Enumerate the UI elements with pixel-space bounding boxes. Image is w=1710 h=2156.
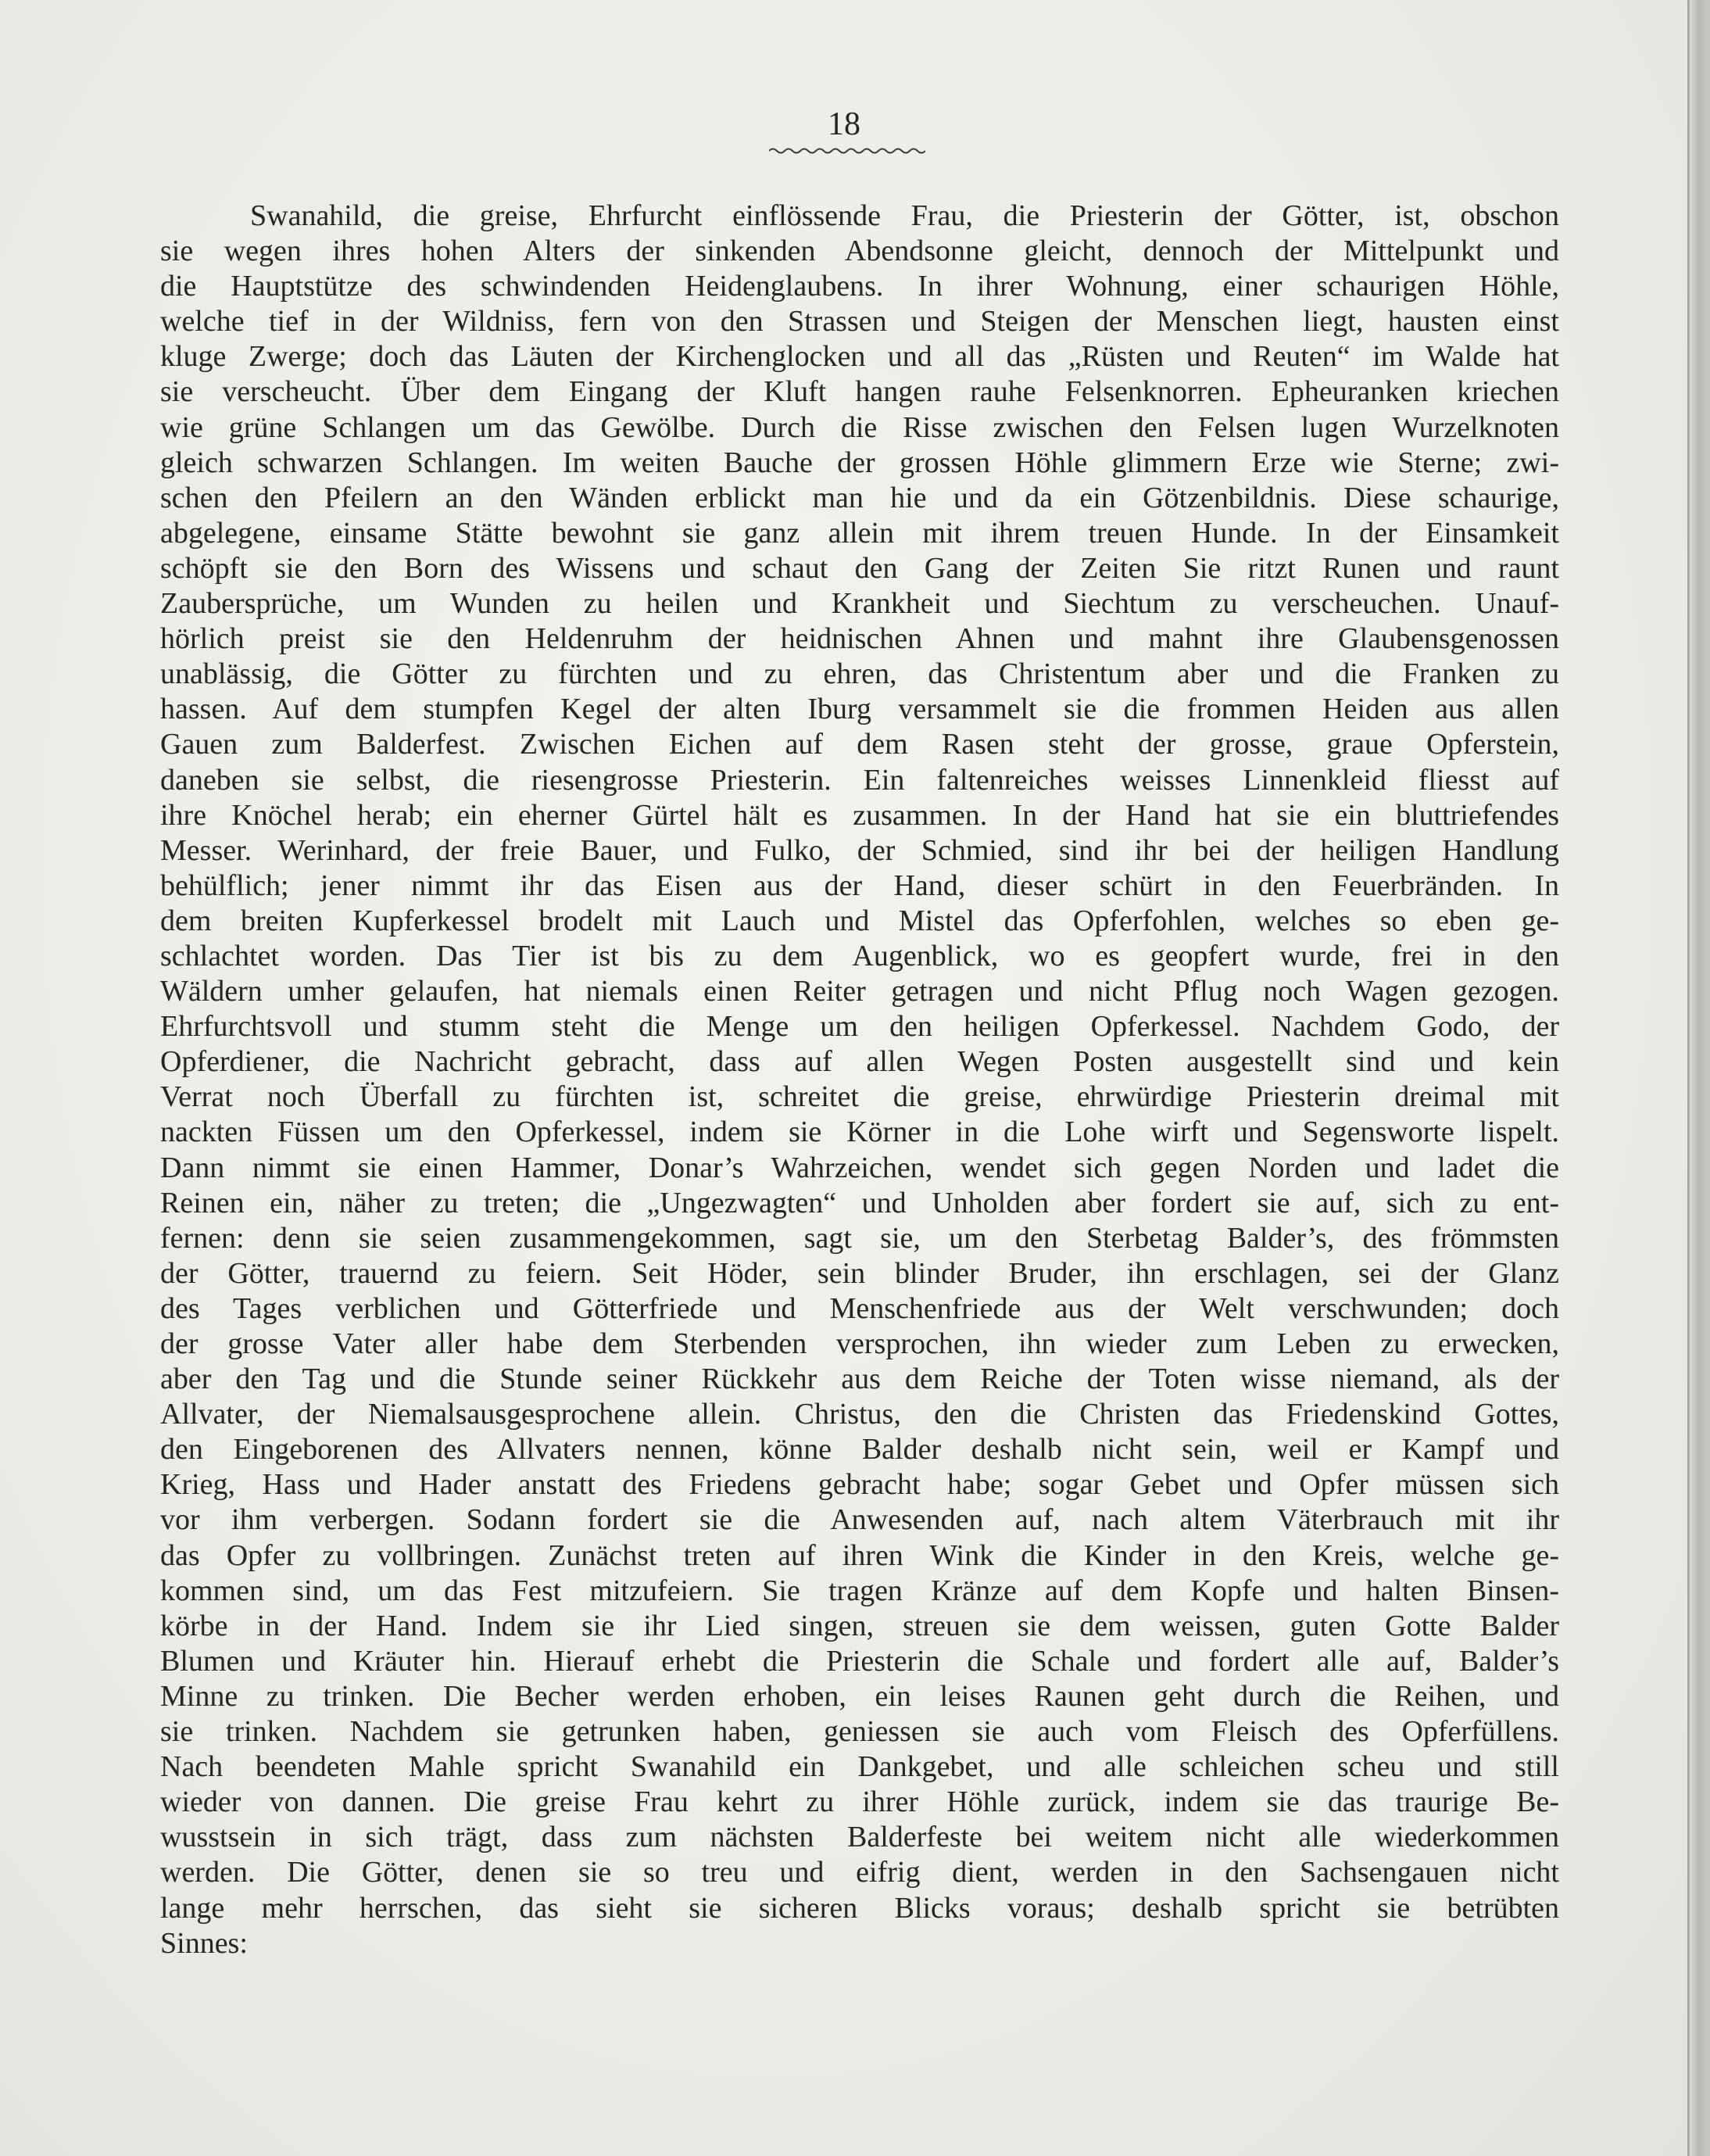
text-line: lange mehr herrschen, das sieht sie sicheren Blicks voraus; deshalb spricht sie betrübten — [160, 1891, 1559, 1925]
text-line: schen den Pfeilern an den Wänden erblickt man hie und da ein Götzenbildnis. Diese schaurige, — [160, 481, 1559, 514]
text-line: hörlich preist sie den Heldenruhm der heidnischen Ahnen und mahnt ihre Glaubensgenossen — [160, 622, 1559, 656]
text-line: sie trinken. Nachdem sie getrunken haben, geniessen sie auch vom Fleisch des Opferfüllens. — [160, 1715, 1559, 1749]
page-binding-edge — [1690, 0, 1710, 2156]
text-line: Zaubersprüche, um Wunden zu heilen und Krankheit und Siechtum zu verscheuchen. Unauf- — [160, 587, 1559, 621]
text-line: fernen: denn sie seien zusammengekommen, sagt sie, um den Sterbetag Balder’s, des frömmsten — [160, 1221, 1559, 1255]
text-line: Blumen und Kräuter hin. Hierauf erhebt die Priesterin die Schale und fordert alle auf, Balder’s — [160, 1644, 1559, 1678]
text-line: Nach beendeten Mahle spricht Swanahild ein Dankgebet, und alle schleichen scheu und still — [160, 1750, 1559, 1784]
text-line: Sinnes: — [160, 1926, 248, 1960]
text-line: werden. Die Götter, denen sie so treu und eifrig dient, werden in den Sachsengauen nicht — [160, 1856, 1559, 1889]
text-line: Verrat noch Überfall zu fürchten ist, schreitet die greise, ehrwürdige Priesterin dreimal mit — [160, 1080, 1559, 1114]
text-line: der grosse Vater aller habe dem Sterbenden versprochen, ihn wieder zum Leben zu erwecken, — [160, 1327, 1559, 1360]
text-line: kommen sind, um das Fest mitzufeiern. Sie tragen Kränze auf dem Kopfe und halten Binsen- — [160, 1574, 1559, 1607]
text-line: abgelegene, einsame Stätte bewohnt sie ganz allein mit ihrem treuen Hunde. In der Einsamkeit — [160, 516, 1559, 550]
text-line: sie verscheucht. Über dem Eingang der Kluft hangen rauhe Felsenknorren. Epheuranken kriechen — [160, 375, 1559, 409]
text-line: Krieg, Hass und Hader anstatt des Friedens gebracht habe; sogar Gebet und Opfer müssen sich — [160, 1468, 1559, 1502]
text-line: der Götter, trauernd zu feiern. Seit Höder, sein blinder Bruder, ihn erschlagen, sei der Glanz — [160, 1256, 1559, 1290]
text-line: aber den Tag und die Stunde seiner Rückkehr aus dem Reiche der Toten wisse niemand, als der — [160, 1363, 1559, 1396]
text-line: körbe in der Hand. Indem sie ihr Lied singen, streuen sie dem weissen, guten Gotte Balder — [160, 1609, 1559, 1642]
text-line: Swanahild, die greise, Ehrfurcht einflössende Frau, die Priesterin der Götter, ist, obschon — [250, 199, 1559, 232]
text-line: daneben sie selbst, die riesengrosse Priesterin. Ein faltenreiches weisses Linnenkleid fliesst auf — [160, 763, 1559, 797]
text-line: Minne zu trinken. Die Becher werden erhoben, ein leises Raunen geht durch die Reihen, und — [160, 1679, 1559, 1713]
text-line: das Opfer zu vollbringen. Zunächst treten auf ihren Wink die Kinder in den Kreis, welche ge- — [160, 1538, 1559, 1572]
text-line: behülflich; jener nimmt ihr das Eisen aus der Hand, dieser schürt in den Feuerbränden. In — [160, 868, 1559, 902]
text-line: Ehrfurchtsvoll und stumm steht die Menge um den heiligen Opferkessel. Nachdem Godo, der — [160, 1010, 1559, 1044]
text-line: des Tages verblichen und Götterfriede und Menschenfriede aus der Welt verschwunden; doch — [160, 1291, 1559, 1325]
text-line: unablässig, die Götter zu fürchten und zu ehren, das Christentum aber und die Franken zu — [160, 657, 1559, 691]
text-line: wusstsein in sich trägt, dass zum nächsten Balderfeste bei weitem nicht alle wiederkommen — [160, 1821, 1559, 1854]
text-line: den Eingeborenen des Allvaters nennen, könne Balder deshalb nicht sein, weil er Kampf und — [160, 1433, 1559, 1467]
text-line: Messer. Werinhard, der freie Bauer, und Fulko, der Schmied, sind ihr bei der heiligen Handlung — [160, 833, 1559, 867]
body-text — [160, 199, 1559, 1961]
text-line: Opferdiener, die Nachricht gebracht, dass auf allen Wegen Posten ausgestellt sind und kein — [160, 1045, 1559, 1079]
text-line: gleich schwarzen Schlangen. Im weiten Bauche der grossen Höhle glimmern Erze wie Sterne; zwi- — [160, 446, 1559, 479]
text-line: vor ihm verbergen. Sodann fordert sie die Anwesenden auf, nach altem Väterbrauch mit ihr — [160, 1503, 1559, 1537]
text-line: schöpft sie den Born des Wissens und schaut den Gang der Zeiten Sie ritzt Runen und raunt — [160, 551, 1559, 585]
text-line: nackten Füssen um den Opferkessel, indem sie Körner in die Lohe wirft und Segensworte lispelt. — [160, 1116, 1559, 1149]
text-line: wieder von dannen. Die greise Frau kehrt zu ihrer Höhle zurück, indem sie das traurige Be- — [160, 1785, 1559, 1819]
text-line: sie wegen ihres hohen Alters der sinkenden Abendsonne gleicht, dennoch der Mittelpunkt und — [160, 235, 1559, 268]
text-line: welche tief in der Wildniss, fern von den Strassen und Steigen der Menschen liegt, hausten einst — [160, 305, 1559, 338]
text-line: Reinen ein, näher zu treten; die „Ungezwagten“ und Unholden aber fordert sie auf, sich zu ent- — [160, 1186, 1559, 1219]
text-line: ihre Knöchel herab; ein eherner Gürtel hält es zusammen. In der Hand hat sie ein bluttriefendes — [160, 798, 1559, 832]
text-line: schlachtet worden. Das Tier ist bis zu dem Augenblick, wo es geopfert wurde, frei in den — [160, 939, 1559, 972]
text-line: Allvater, der Niemalsausgesprochene allein. Christus, den die Christen das Friedenskind Gottes, — [160, 1398, 1559, 1431]
text-line: Wäldern umher gelaufen, hat niemals einen Reiter getragen und nicht Pflug noch Wagen gezogen. — [160, 975, 1559, 1008]
text-line: dem breiten Kupferkessel brodelt mit Lauch und Mistel das Opferfohlen, welches so eben ge- — [160, 904, 1559, 937]
text-line: Gauen zum Balderfest. Zwischen Eichen auf dem Rasen steht der grosse, graue Opferstein, — [160, 728, 1559, 761]
page-number: 18 — [828, 106, 860, 142]
text-line: hassen. Auf dem stumpfen Kegel der alten Iburg versammelt sie die frommen Heiden aus allen — [160, 693, 1559, 726]
text-line: kluge Zwerge; doch das Läuten der Kirchenglocken und all das „Rüsten und Reuten“ im Walde hat — [160, 340, 1559, 374]
page-number-ornament — [769, 145, 925, 156]
text-line: die Hauptstütze des schwindenden Heidenglaubens. In ihrer Wohnung, einer schaurigen Höhle, — [160, 270, 1559, 303]
text-line: Dann nimmt sie einen Hammer, Donar’s Wahrzeichen, wendet sich gegen Norden und ladet die — [160, 1151, 1559, 1184]
text-line: wie grüne Schlangen um das Gewölbe. Durch die Risse zwischen den Felsen lugen Wurzelknoten — [160, 410, 1559, 444]
